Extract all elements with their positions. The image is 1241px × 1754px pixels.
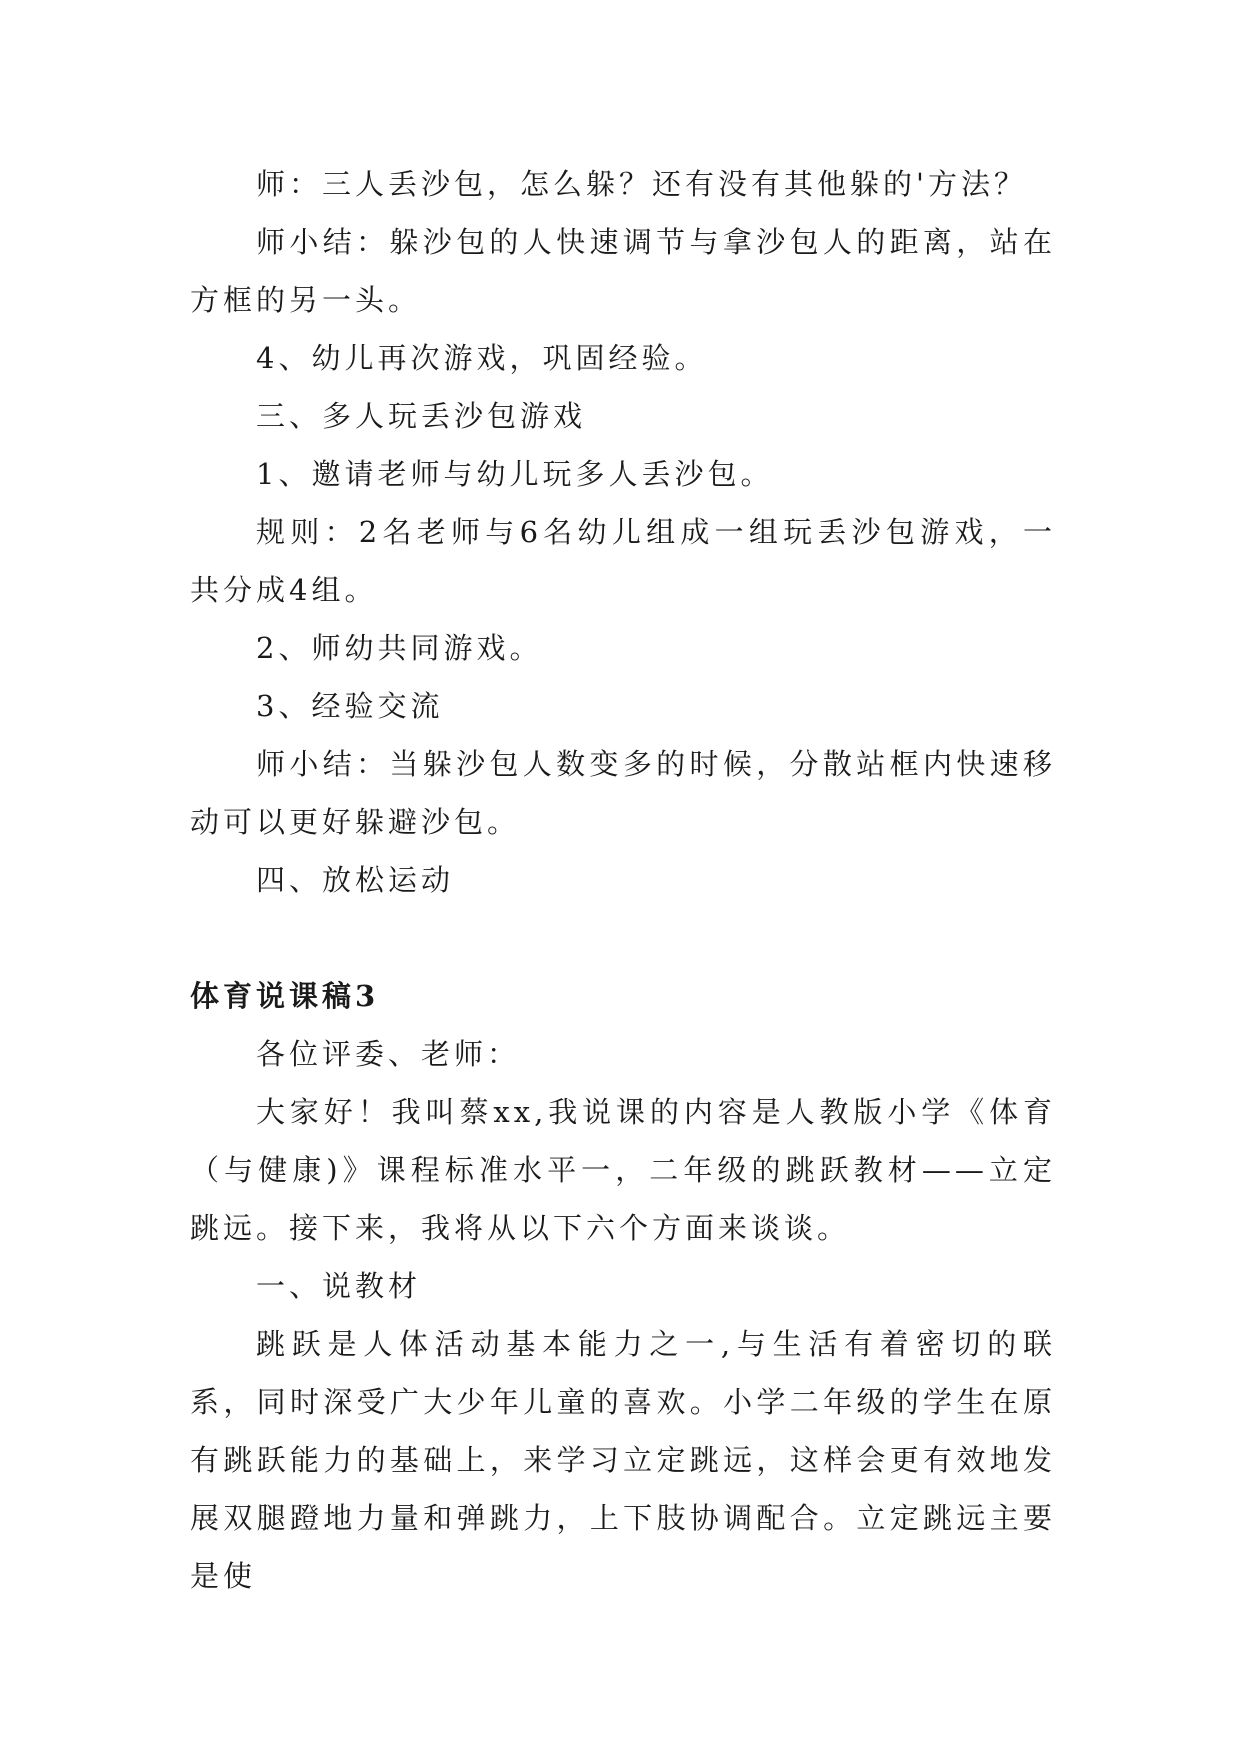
paragraph: 师小结：当躲沙包人数变多的时候，分散站框内快速移动可以更好躲避沙包。 [190,747,1056,839]
paragraph: 大家好！我叫蔡xx,我说课的内容是人教版小学《体育（与健康)》课程标准水平一，二年级的跳跃教材——立定跳远。接下来，我将从以下六个方面来谈谈。 [190,1095,1056,1245]
document-body [190,155,1056,1605]
paragraph: 四、放松运动 [256,863,455,897]
paragraph: 2、师幼共同游戏。 [256,631,543,665]
paragraph: 1、邀请老师与幼儿玩多人丢沙包。 [256,457,774,491]
paragraph: 3、经验交流 [256,689,444,723]
paragraph: 师小结：躲沙包的人快速调节与拿沙包人的距离，站在方框的另一头。 [190,225,1056,317]
section-title: 体育说课稿3 [190,979,380,1013]
paragraph: 4、幼儿再次游戏，巩固经验。 [256,341,708,375]
paragraph: 规则：2名老师与6名幼儿组成一组玩丢沙包游戏，一共分成4组。 [190,515,1056,607]
paragraph: 各位评委、老师： [256,1037,521,1071]
paragraph: 三、多人玩丢沙包游戏 [256,399,587,433]
paragraph: 一、说教材 [256,1269,422,1303]
paragraph: 跳跃是人体活动基本能力之一,与生活有着密切的联系，同时深受广大少年儿童的喜欢。小学二年级的学生在原有跳跃能力的基础上，来学习立定跳远，这样会更有效地发展双腿蹬地力量和弹跳力，上下肢协调配合。立定跳远主要是使 [190,1327,1056,1593]
paragraph: 师：三人丢沙包，怎么躲？还有没有其他躲的'方法？ [256,167,1027,201]
